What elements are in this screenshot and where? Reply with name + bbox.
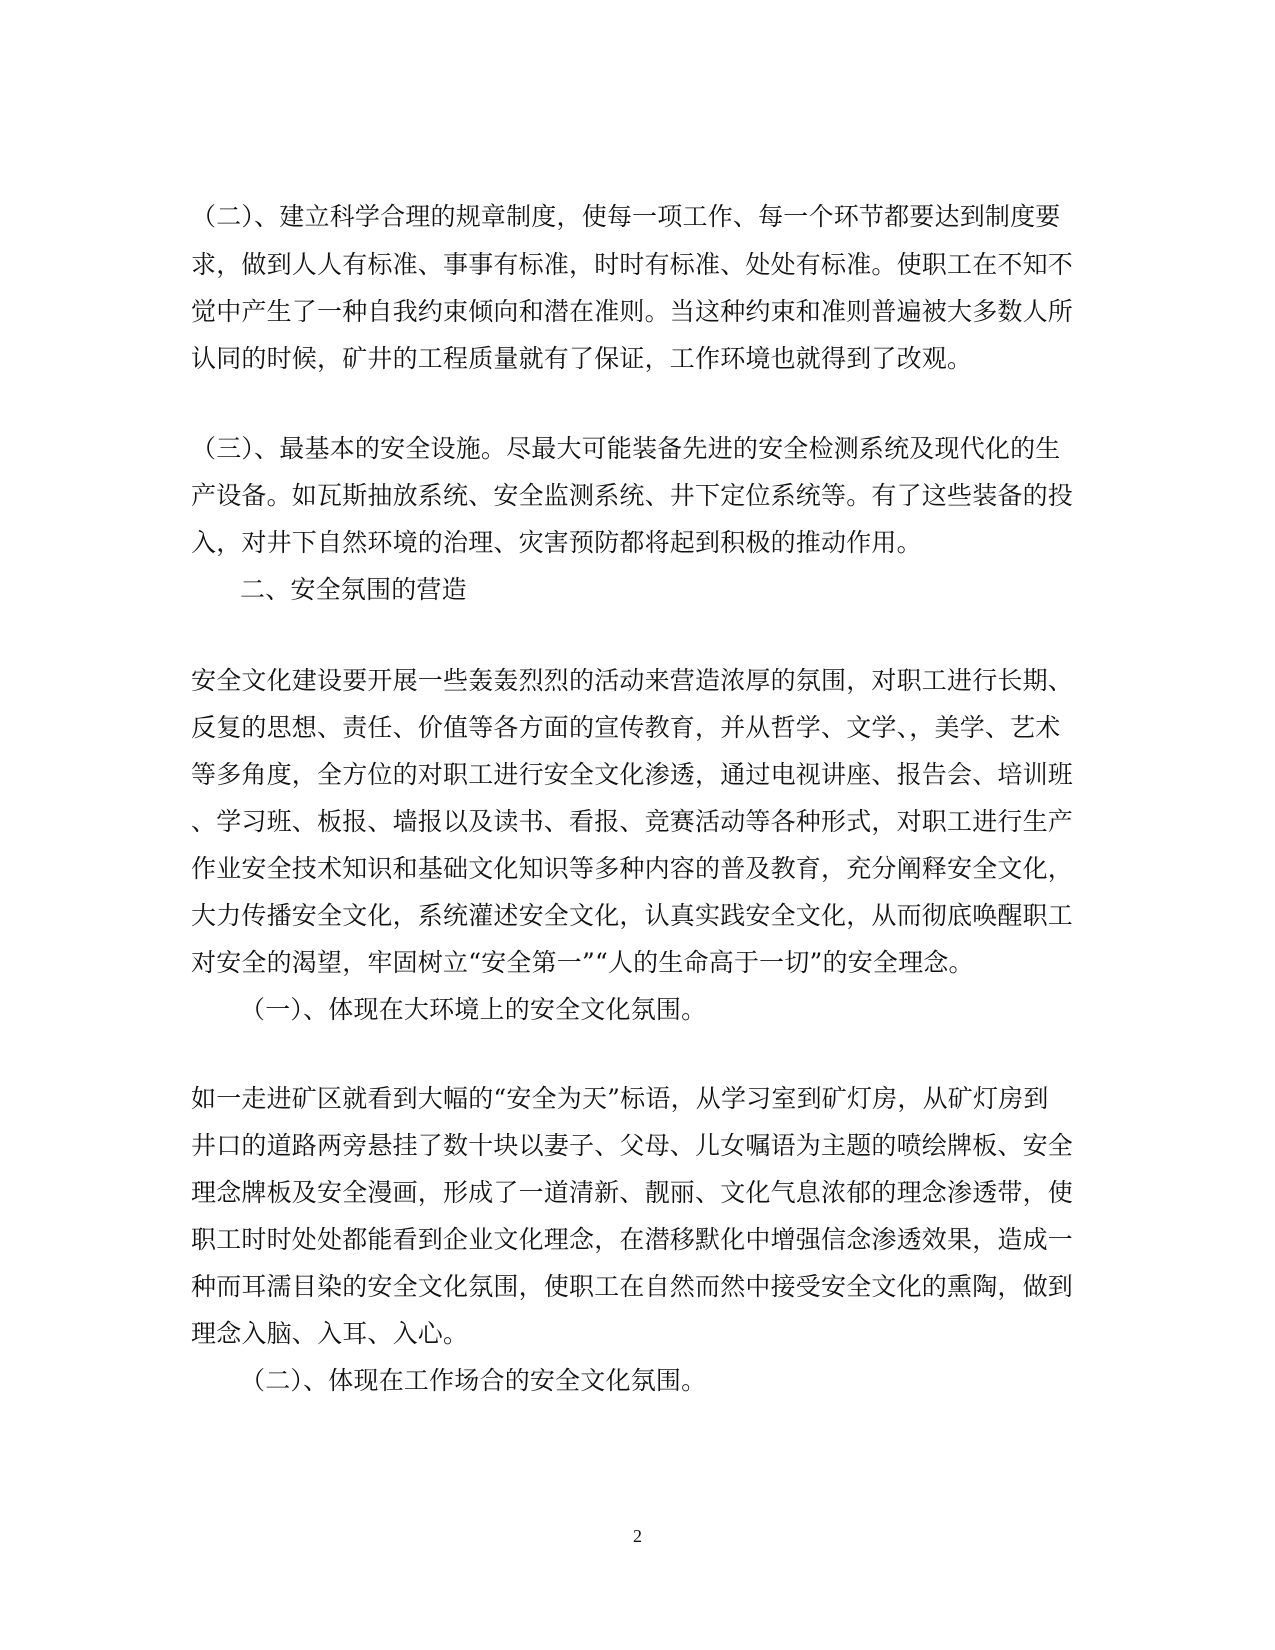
section-heading: 二、安全氛围的营造 — [240, 575, 467, 604]
subsection-heading: （一）、体现在大环境上的安全文化氛围。 — [240, 995, 707, 1024]
text-line: 入，对井下自然环境的治理、灾害预防都将起到积极的推动作用。 — [191, 528, 922, 557]
text-line: （二）、建立科学合理的规章制度，使每一项工作、每一个环节都要达到制度要 — [191, 202, 1061, 231]
text-line: 理念牌板及安全漫画，形成了一道清新、靓丽、文化气息浓郁的理念渗透带，使 — [191, 1178, 1074, 1207]
text-line: （三）、最基本的安全设施。尽最大可能装备先进的安全检测系统及现代化的生 — [191, 434, 1061, 463]
text-line: 大力传播安全文化，系统灌述安全文化，认真实践安全文化，从而彻底唤醒职工 — [191, 901, 1074, 930]
text-line: 如一走进矿区就看到大幅的“安全为天”标语，从学习室到矿灯房，从矿灯房到 — [191, 1084, 1049, 1113]
text-line: 反复的思想、责任、价值等各方面的宣传教育，并从哲学、文学、，美学、艺术 — [191, 713, 1061, 742]
text-line: 认同的时候，矿井的工程质量就有了保证，工作环境也就得到了改观。 — [191, 344, 973, 373]
page-number: 2 — [633, 1526, 642, 1546]
text-line: 、学习班、板报、墙报以及读书、看报、竞赛活动等各种形式，对职工进行生产 — [191, 807, 1074, 836]
text-line: 求，做到人人有标准、事事有标准，时时有标准、处处有标准。使职工在不知不 — [191, 250, 1074, 279]
text-line: 对安全的渴望，牢固树立“安全第一”“人的生命高于一切”的安全理念。 — [191, 948, 974, 977]
text-line: 理念入脑、入耳、入心。 — [191, 1319, 469, 1348]
subsection-heading: （二）、体现在工作场合的安全文化氛围。 — [240, 1366, 707, 1395]
text-line: 安全文化建设要开展一些轰轰烈烈的活动来营造浓厚的氛围，对职工进行长期、 — [191, 666, 1074, 695]
text-line: 产设备。如瓦斯抽放系统、安全监测系统、井下定位系统等。有了这些装备的投 — [191, 481, 1074, 510]
text-line: 作业安全技术知识和基础文化知识等多种内容的普及教育，充分阐释安全文化， — [191, 854, 1074, 883]
text-line: 等多角度，全方位的对职工进行安全文化渗透，通过电视讲座、报告会、培训班 — [191, 760, 1074, 789]
text-line: 觉中产生了一种自我约束倾向和潜在准则。当这种约束和准则普遍被大多数人所 — [191, 297, 1074, 326]
text-line: 种而耳濡目染的安全文化氛围，使职工在自然而然中接受安全文化的熏陶，做到 — [191, 1272, 1074, 1301]
text-line: 职工时时处处都能看到企业文化理念，在潜移默化中增强信念渗透效果，造成一 — [191, 1225, 1074, 1254]
text-line: 井口的道路两旁悬挂了数十块以妻子、父母、儿女嘱语为主题的喷绘牌板、安全 — [191, 1131, 1074, 1160]
